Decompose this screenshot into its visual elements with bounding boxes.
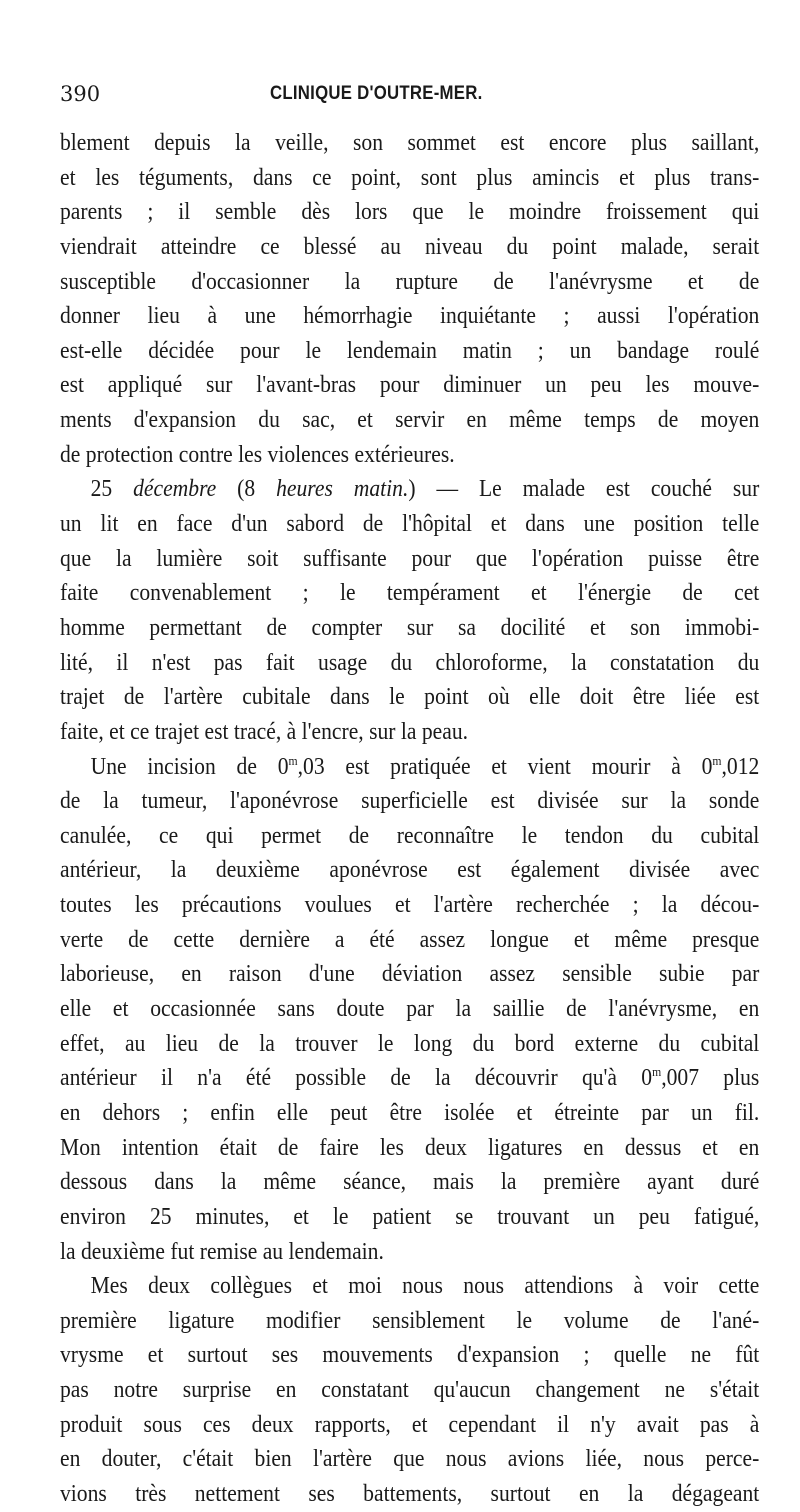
text-line: Mes deux collègues et moi nous nous attendions à voir cette [90, 1273, 760, 1300]
text-line: en dehors ; enfin elle peut être isolée et étreinte par un fil. [60, 1099, 760, 1126]
text-line-measure [60, 1061, 759, 1096]
text-part: antérieur il n'a été possible de la découvrir qu'à 0 [60, 1065, 653, 1092]
text-line: est-elle décidée pour le lendemain matin ; un bandage roulé [60, 337, 760, 364]
text-line: toutes les précautions voulues et l'artère recherchée ; la décou- [60, 892, 760, 919]
text-line-date [60, 472, 759, 507]
text-part: ,012 [721, 753, 760, 780]
text-line: elle et occasionnée sans doute par la saillie de l'anévrysme, en [60, 996, 760, 1023]
text-part: Une incision de 0 [90, 753, 289, 780]
text-line: de la tumeur, l'aponévrose superficielle est divisée sur la sonde [60, 788, 760, 815]
text-line: en douter, c'était bien l'artère que nous avions liée, nous perce- [60, 1446, 760, 1473]
text-line: dessous dans la même séance, mais la première ayant duré [60, 1169, 760, 1196]
running-title: CLINIQUE D'OUTRE-MER. [270, 82, 483, 104]
text-line: verte de cette dernière a été assez longue et même presque [60, 926, 760, 953]
text-line: ments d'expansion du sac, et servir en même temps de moyen [60, 407, 760, 434]
text-line: susceptible d'occasionner la rupture de l'anévrysme et de [60, 268, 760, 295]
text-line: parents ; il semble dès lors que le moindre froissement qui [60, 199, 760, 226]
body-text [60, 126, 760, 1512]
text-line: que la lumière soit suffisante pour que l'opération puisse être [60, 545, 760, 572]
text-line: donner lieu à une hémorrhagie inquiétante ; aussi l'opération [60, 303, 760, 330]
text-line: canulée, ce qui permet de reconnaître le tendon du cubital [60, 822, 760, 849]
date-mid: (8 [216, 476, 277, 503]
text-line: effet, au lieu de la trouver le long du bord externe du cubital [60, 1030, 760, 1057]
date-day: 25 [90, 476, 134, 503]
text-line: et les téguments, dans ce point, sont plus amincis et plus trans- [60, 164, 760, 191]
unit-superscript: m [712, 752, 722, 768]
text-line: première ligature modifier sensiblement le volume de l'ané- [60, 1307, 760, 1334]
date-month: décembre [133, 476, 217, 503]
text-line: vrysme et surtout ses mouvements d'expansion ; quelle ne fût [60, 1342, 760, 1369]
text-line: faite, et ce trajet est tracé, à l'encre, sur la peau. [60, 718, 469, 745]
text-line: un lit en face d'un sabord de l'hôpital et dans une position telle [60, 511, 760, 538]
unit-superscript: m [652, 1064, 662, 1080]
text-line: trajet de l'artère cubitale dans le point où elle doit être liée est [60, 684, 760, 711]
page-header [60, 82, 750, 112]
text-part: ,007 plus [661, 1065, 760, 1092]
text-line-measure [60, 750, 759, 785]
text-line: pas notre surprise en constatant qu'aucun changement ne s'était [60, 1377, 760, 1404]
text-line: vions très nettement ses battements, surtout en la dégageant [60, 1480, 760, 1507]
text-line: la deuxième fut remise au lendemain. [60, 1238, 384, 1265]
text-line: laborieuse, en raison d'une déviation assez sensible subie par [60, 961, 760, 988]
text-line: est appliqué sur l'avant-bras pour diminuer un peu les mouve- [60, 372, 760, 399]
date-time: heures matin. [276, 476, 409, 503]
text-line: lité, il n'est pas fait usage du chloroforme, la constatation du [60, 649, 760, 676]
text-line: faite convenablement ; le tempérament et l'énergie de cet [60, 580, 760, 607]
text-line: environ 25 minutes, et le patient se trouvant un peu fatigué, [60, 1203, 760, 1230]
page-number: 390 [60, 82, 101, 106]
text-line: de protection contre les violences extérieures. [60, 441, 455, 468]
text-line: homme permettant de compter sur sa docilité et son immobi- [60, 614, 760, 641]
unit-superscript: m [288, 752, 298, 768]
text-part: ,03 est pratiquée et vient mourir à 0 [297, 753, 713, 780]
text-line: viendrait atteindre ce blessé au niveau du point malade, serait [60, 233, 760, 260]
text-line: antérieur, la deuxième aponévrose est également divisée avec [60, 857, 760, 884]
text-line: blement depuis la veille, son sommet est encore plus saillant, [60, 130, 760, 156]
text-line: produit sous ces deux rapports, et cependant il n'y avait pas à [60, 1411, 760, 1438]
text-line: Mon intention était de faire les deux ligatures en dessus et en [60, 1134, 760, 1161]
date-rest: ) — Le malade est couché sur [408, 476, 760, 503]
